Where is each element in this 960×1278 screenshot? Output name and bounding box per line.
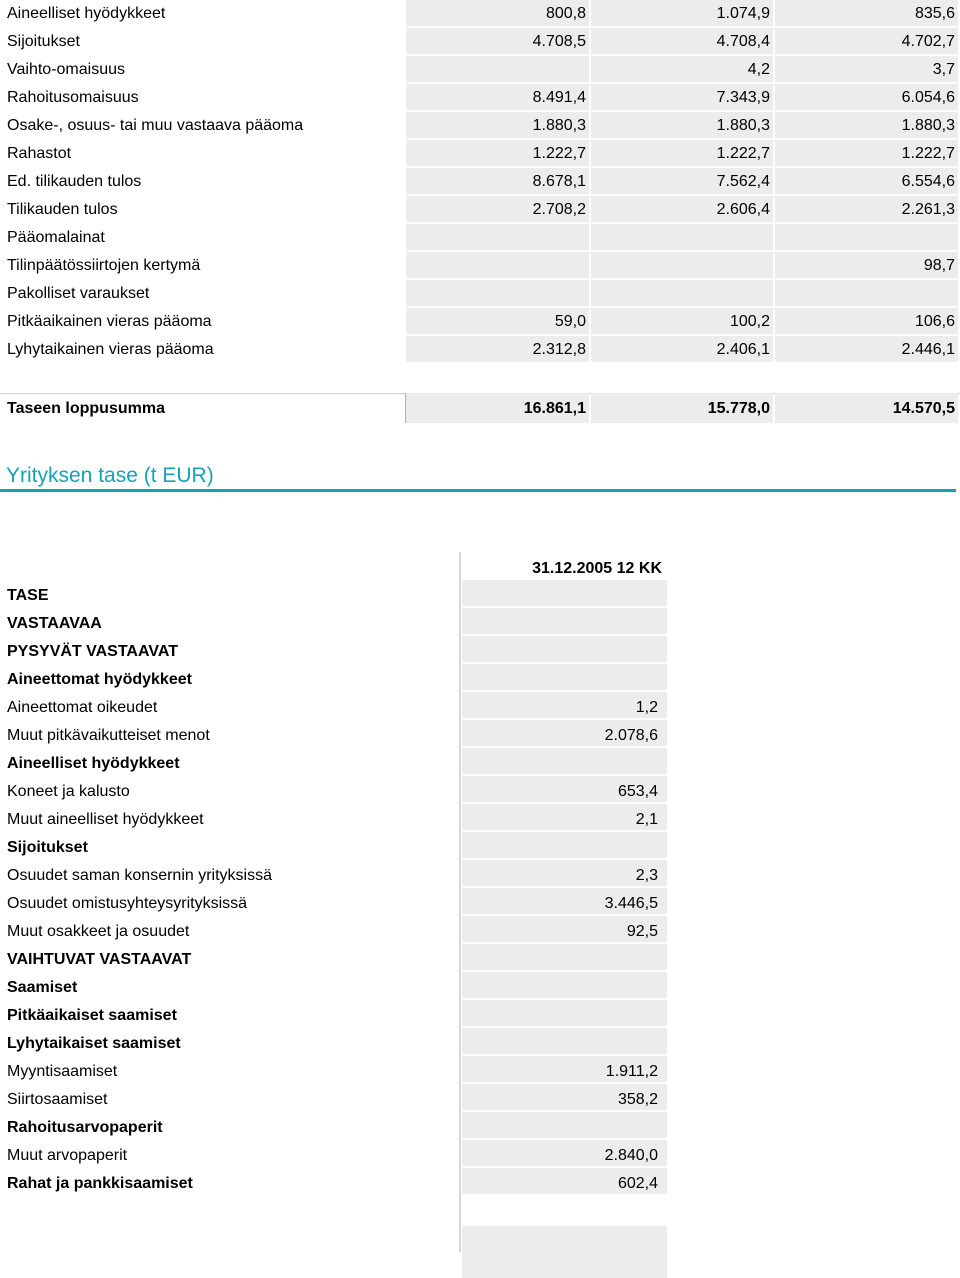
summary-value-1: 800,8 [545,5,586,22]
balance-value: 2.840,0 [604,1147,658,1164]
summary-cell-1 [406,140,589,168]
summary-cell-1 [406,336,589,364]
summary-value-2: 1.880,3 [716,117,770,134]
balance-row-label: Koneet ja kalusto [7,783,130,800]
summary-row-label: Tilikauden tulos [7,201,118,218]
summary-cell-3 [775,84,958,112]
balance-row [0,692,668,720]
summary-cell-1 [406,28,589,56]
balance-value-cell [462,720,667,746]
balance-row [0,1168,668,1196]
balance-row-label: VASTAAVAA [7,615,102,632]
balance-row [0,804,668,832]
summary-cell-1 [406,224,589,252]
balance-value: 3.446,5 [604,895,658,912]
summary-cell-2 [591,140,773,168]
balance-row [0,916,668,944]
balance-value-cell [462,748,667,774]
balance-row [0,1112,668,1140]
summary-row-label: Pakolliset varaukset [7,285,150,302]
balance-value-cell [462,608,667,634]
summary-cell-3 [775,252,958,280]
summary-cell-3 [775,168,958,196]
summary-cell-1 [406,252,589,280]
summary-row-label: Vaihto-omaisuus [7,61,125,78]
total-value-2: 15.778,0 [707,400,770,417]
summary-row-label: Aineelliset hyödykkeet [7,5,166,22]
balance-value-cell [462,944,667,970]
summary-cell-3 [775,0,958,28]
balance-value-cell [462,1140,667,1166]
total-cell-1 [406,393,589,423]
summary-row-label: Osake-, osuus- tai muu vastaava pääoma [7,117,304,134]
total-value-3: 14.570,5 [892,400,955,417]
summary-cell-3 [775,140,958,168]
summary-cell-1 [406,112,589,140]
balance-value-cell [462,804,667,830]
balance-row [0,860,668,888]
summary-row-label: Tilinpäätössiirtojen kertymä [7,257,201,274]
summary-cell-3 [775,224,958,252]
summary-cell-2 [591,56,773,84]
summary-row [0,28,960,56]
summary-value-1: 8.678,1 [532,173,586,190]
balance-value-cell [462,1084,667,1110]
summary-value-2: 7.562,4 [716,173,770,190]
balance-row [0,636,668,664]
summary-cell-1 [406,0,589,28]
balance-row-label: Aineettomat hyödykkeet [7,671,192,688]
balance-row [0,972,668,1000]
summary-cell-3 [775,112,958,140]
balance-row-label: Siirtosaamiset [7,1091,108,1108]
balance-row-label: Rahoitusarvopaperit [7,1119,163,1136]
balance-value: 653,4 [617,783,658,800]
total-value-1: 16.861,1 [523,400,586,417]
heading-rule [0,489,956,492]
balance-value-cell [462,972,667,998]
balance-row-label: Rahat ja pankkisaamiset [7,1175,193,1192]
summary-cell-2 [591,280,773,308]
balance-row-label: Muut aineelliset hyödykkeet [7,811,204,828]
summary-cell-1 [406,168,589,196]
summary-value-2: 7.343,9 [716,89,770,106]
balance-value-cell [462,916,667,942]
balance-row [0,776,668,804]
balance-value-cell [462,1168,667,1194]
summary-value-3: 4.702,7 [901,33,955,50]
summary-value-1: 8.491,4 [532,89,586,106]
date-header-label: 31.12.2005 12 KK [532,560,662,577]
summary-value-2: 2.606,4 [716,201,770,218]
summary-value-1: 1.880,3 [532,117,586,134]
summary-value-2: 100,2 [729,313,770,330]
summary-value-2: 4,2 [747,61,770,78]
balance-row [0,944,668,972]
balance-row [0,1140,668,1168]
summary-row [0,56,960,84]
balance-row [0,832,668,860]
summary-cell-3 [775,56,958,84]
balance-value-cell [462,1028,667,1054]
summary-row [0,84,960,112]
balance-value: 2,3 [635,867,658,884]
summary-value-1: 59,0 [554,313,586,330]
summary-row [0,336,960,364]
summary-cell-1 [406,308,589,336]
summary-row-label: Rahastot [7,145,72,162]
summary-value-1: 2.312,8 [532,341,586,358]
summary-cell-2 [591,112,773,140]
balance-row-label: Aineelliset hyödykkeet [7,755,180,772]
balance-value-cell [462,860,667,886]
summary-row [0,168,960,196]
balance-row-label: Myyntisaamiset [7,1063,118,1080]
balance-row [0,1084,668,1112]
balance-row [0,720,668,748]
balance-row [0,1028,668,1056]
balance-row-label: Muut arvopaperit [7,1147,128,1164]
summary-value-2: 4.708,4 [716,33,770,50]
summary-value-1: 1.222,7 [532,145,586,162]
balance-value-cell [462,832,667,858]
balance-value-cell [462,636,667,662]
date-header [462,552,668,580]
balance-row-label: Pitkäaikaiset saamiset [7,1007,177,1024]
balance-value-cell [462,664,667,690]
summary-cell-2 [591,252,773,280]
summary-value-1: 4.708,5 [532,33,586,50]
summary-row-label: Pääomalainat [7,229,105,246]
balance-value: 1.911,2 [605,1063,658,1080]
balance-row [0,580,668,608]
total-cell-2 [591,393,773,423]
balance-value: 602,4 [617,1175,658,1192]
balance-value-cell [462,1112,667,1138]
balance-row [0,748,668,776]
summary-row [0,196,960,224]
summary-cell-2 [591,196,773,224]
summary-row [0,308,960,336]
summary-cell-2 [591,224,773,252]
total-label: Taseen loppusumma [7,400,165,417]
balance-row-label: Osuudet saman konsernin yrityksissä [7,867,272,884]
summary-row-label: Lyhytaikainen vieras pääoma [7,341,214,358]
summary-value-3: 1.880,3 [901,117,955,134]
balance-value-cell [462,1056,667,1082]
balance-row-label: Muut osakkeet ja osuudet [7,923,190,940]
summary-value-3: 106,6 [914,313,955,330]
summary-value-2: 1.074,9 [716,5,770,22]
summary-row [0,224,960,252]
total-cell-3 [775,393,958,423]
summary-value-3: 3,7 [932,61,955,78]
balance-row [0,1056,668,1084]
summary-value-1: 2.708,2 [532,201,586,218]
summary-cell-3 [775,196,958,224]
balance-row-label: TASE [7,587,49,604]
summary-value-3: 6.054,6 [901,89,955,106]
summary-cell-3 [775,308,958,336]
total-row [0,393,960,423]
summary-cell-2 [591,168,773,196]
balance-row-label: VAIHTUVAT VASTAAVAT [7,951,192,968]
balance-row-label: Sijoitukset [7,839,88,856]
summary-cell-2 [591,84,773,112]
summary-cell-1 [406,280,589,308]
summary-row-label: Rahoitusomaisuus [7,89,139,106]
balance-row-label: PYSYVÄT VASTAAVAT [7,643,178,660]
summary-cell-1 [406,84,589,112]
balance-row-label: Saamiset [7,979,78,996]
summary-value-3: 6.554,6 [901,173,955,190]
balance-value: 2,1 [635,811,658,828]
balance-value-cell [462,1000,667,1026]
balance-row [0,888,668,916]
summary-cell-3 [775,336,958,364]
summary-cell-2 [591,308,773,336]
summary-cell-2 [591,0,773,28]
summary-row-label: Sijoitukset [7,33,80,50]
summary-cell-3 [775,280,958,308]
summary-value-3: 2.446,1 [901,341,955,358]
balance-value-cell [462,776,667,802]
balance-row-label: Lyhytaikaiset saamiset [7,1035,181,1052]
balance-row-label: Muut pitkävaikutteiset menot [7,727,210,744]
summary-value-3: 835,6 [914,5,955,22]
summary-value-3: 2.261,3 [901,201,955,218]
balance-value-cell [462,692,667,718]
summary-value-3: 1.222,7 [901,145,955,162]
summary-value-3: 98,7 [923,257,955,274]
summary-cell-3 [775,28,958,56]
summary-cell-1 [406,196,589,224]
summary-row [0,280,960,308]
summary-row-label: Ed. tilikauden tulos [7,173,142,190]
summary-value-2: 1.222,7 [716,145,770,162]
balance-value-cell [462,888,667,914]
summary-row-label: Pitkäaikainen vieras pääoma [7,313,212,330]
summary-row [0,140,960,168]
summary-value-2: 2.406,1 [716,341,770,358]
summary-cell-2 [591,336,773,364]
section-heading: Yrityksen tase (t EUR) [6,464,214,487]
summary-row [0,0,960,28]
summary-row [0,112,960,140]
balance-row [0,1000,668,1028]
balance-row-label: Osuudet omistusyhteysyrityksissä [7,895,248,912]
summary-row [0,252,960,280]
balance-value: 2.078,6 [604,727,658,744]
balance-value-cell [462,580,667,606]
summary-cell-2 [591,28,773,56]
summary-table [0,0,960,364]
balance-row [0,608,668,636]
balance-value: 1,2 [635,699,658,716]
balance-row [0,664,668,692]
balance-row-label: Aineettomat oikeudet [7,699,158,716]
balance-value: 92,5 [626,923,658,940]
balance-value: 358,2 [617,1091,658,1108]
summary-cell-1 [406,56,589,84]
